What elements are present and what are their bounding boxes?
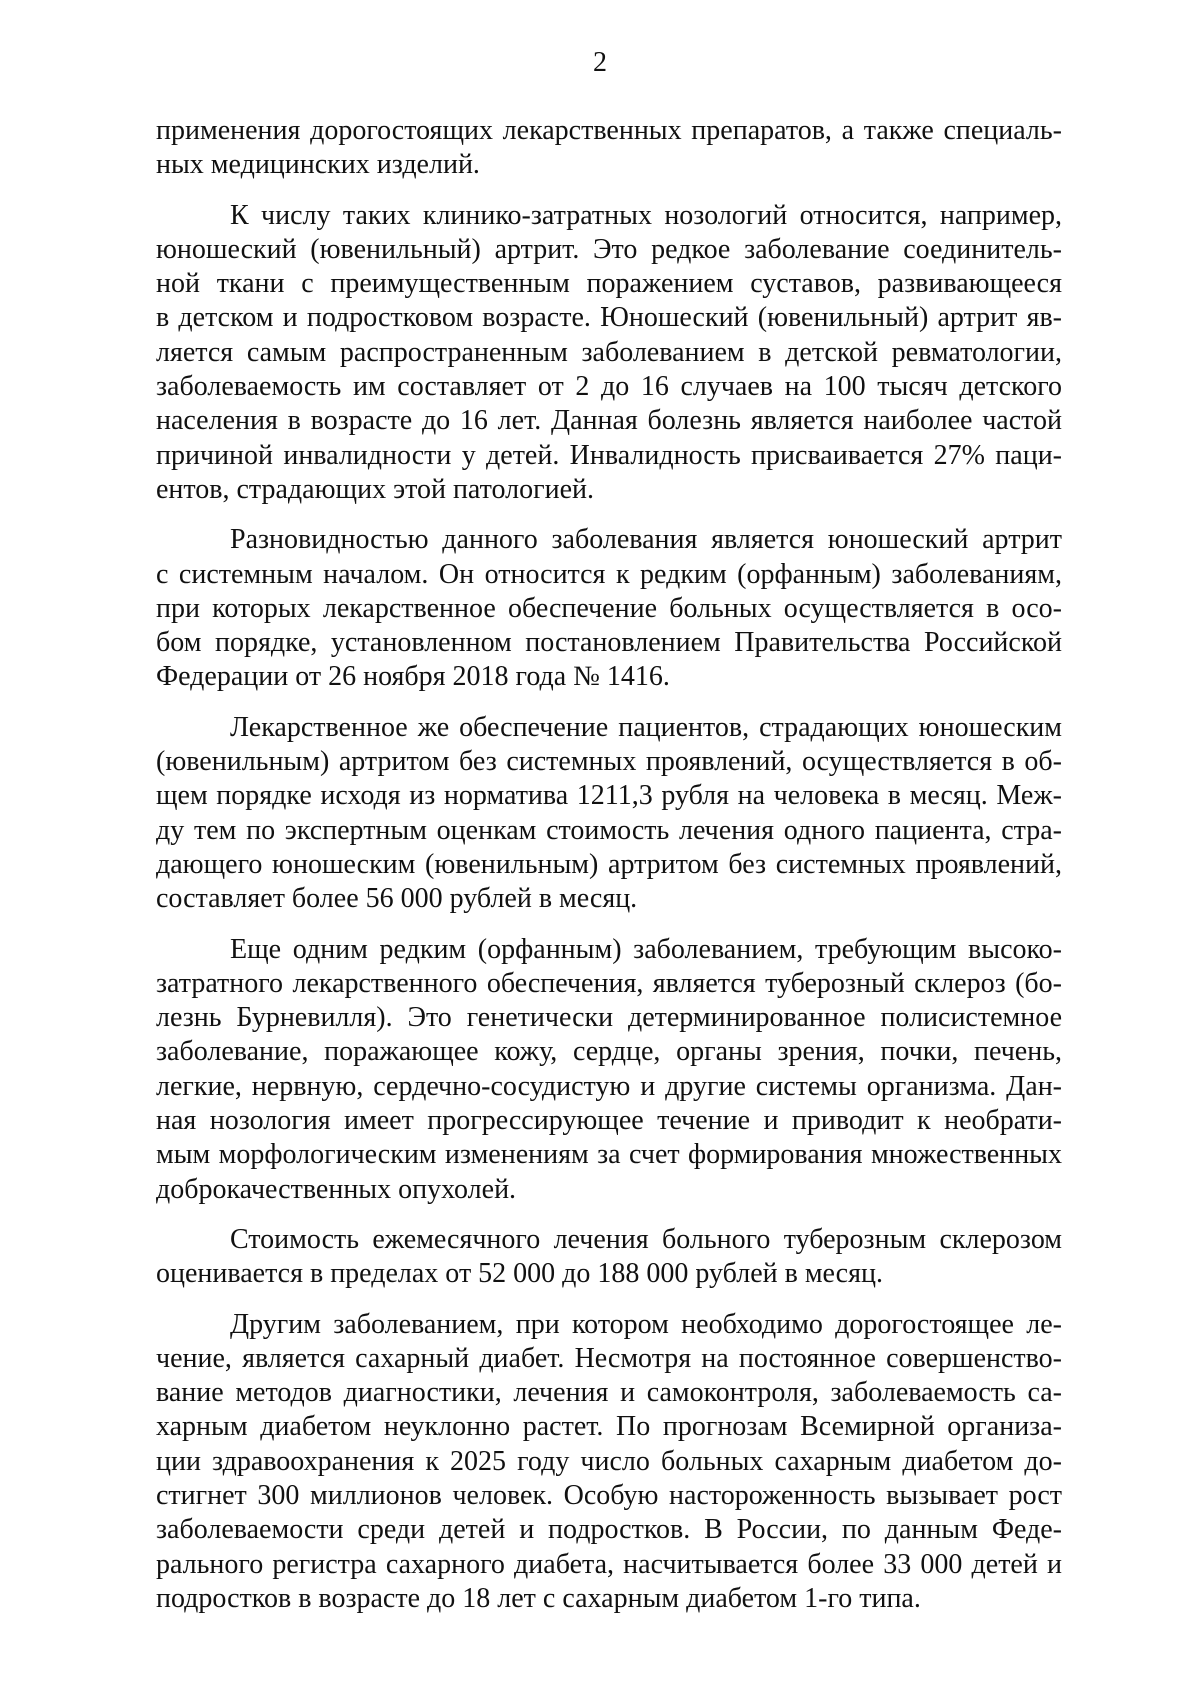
text-line: Лекарственное же обеспечение пациентов, страдающих юношеским (230, 711, 1062, 743)
paragraph-7 (156, 1308, 1062, 1617)
paragraph-3 (156, 523, 1062, 694)
text-line: при которых лекарственное обеспечение больных осуществляется в осо- (156, 592, 1062, 624)
text-line: Другим заболеванием, при котором необходимо дорогостоящее ле- (230, 1308, 1062, 1340)
paragraph-1 (156, 114, 1062, 183)
text-line: ентов, страдающих этой патологией. (156, 473, 594, 505)
text-line: ной ткани с преимущественным поражением суставов, развивающееся (156, 268, 1062, 300)
text-line: лезнь Бурневилля). Это генетически детерминированное полисистемное (156, 1002, 1062, 1034)
text-line: ляется самым распространенным заболеванием в детской ревматологии, (156, 336, 1062, 368)
text-line: (ювенильным) артритом без системных проявлений, осуществляется в об- (156, 746, 1062, 778)
text-line: применения дорогостоящих лекарственных препаратов, а также специаль- (156, 115, 1062, 146)
text-line: составляет более 56 000 рублей в месяц. (156, 883, 638, 915)
text-line: ду тем по экспертным оценкам стоимость лечения одного пациента, стра- (156, 814, 1062, 846)
text-line: чение, является сахарный диабет. Несмотря на постоянное совершенство- (156, 1342, 1062, 1374)
text-line: с системным началом. Он относится к редким (орфанным) заболеваниям, (156, 558, 1062, 590)
text-line: доброкачественных опухолей. (156, 1173, 517, 1205)
page-number: 2 (593, 47, 607, 78)
text-line: ции здравоохранения к 2025 году число больных сахарным диабетом до- (156, 1445, 1062, 1477)
text-line: подростков в возрасте до 18 лет с сахарным диабетом 1-го типа. (156, 1582, 921, 1614)
text-line: легкие, нервную, сердечно-сосудистую и другие системы организма. Дан- (156, 1070, 1062, 1102)
text-line: Стоимость ежемесячного лечения больного туберозным склерозом (230, 1223, 1062, 1255)
text-line: в детском и подростковом возрасте. Юношеский (ювенильный) артрит яв- (156, 302, 1062, 334)
text-line: харным диабетом неуклонно растет. По прогнозам Всемирной организа- (156, 1411, 1062, 1443)
text-line: щем порядке исходя из норматива 1211,3 рубля на человека в месяц. Меж- (156, 780, 1062, 812)
paragraph-2 (156, 199, 1062, 508)
paragraph-4 (156, 711, 1062, 917)
text-line: бом порядке, установленном постановлением Правительства Российской (156, 627, 1062, 659)
text-line: населения в возрасте до 16 лет. Данная болезнь является наиболее частой (156, 405, 1062, 437)
text-line: мым морфологическим изменениям за счет формирования множественных (156, 1139, 1062, 1171)
text-line: рального регистра сахарного диабета, насчитывается более 33 000 детей и (156, 1548, 1062, 1580)
text-line: оценивается в пределах от 52 000 до 188 000 рублей в месяц. (156, 1258, 883, 1290)
text-line: причиной инвалидности у детей. Инвалидность присваивается 27% паци- (156, 439, 1062, 471)
paragraph-6 (156, 1223, 1062, 1292)
text-line: К числу таких клинико-затратных нозологий относится, например, (230, 199, 1062, 231)
text-line: заболеваемости среди детей и подростков. В России, по данным Феде- (156, 1514, 1062, 1546)
text-line: заболеваемость им составляет от 2 до 16 случаев на 100 тысяч детского (156, 371, 1062, 403)
text-line: юношеский (ювенильный) артрит. Это редкое заболевание соединитель- (156, 233, 1062, 265)
text-line: стигнет 300 миллионов человек. Особую настороженность вызывает рост (156, 1479, 1062, 1511)
text-line: вание методов диагностики, лечения и самоконтроля, заболеваемость са- (156, 1377, 1062, 1409)
text-line: Еще одним редким (орфанным) заболеванием, требующим высоко- (230, 933, 1062, 965)
text-line: затратного лекарственного обеспечения, является туберозный склероз (бо- (156, 967, 1062, 999)
text-line: Федерации от 26 ноября 2018 года № 1416. (156, 661, 670, 693)
text-line: ных медицинских изделий. (156, 149, 480, 181)
text-line: дающего юношеским (ювенильным) артритом без системных проявлений, (156, 848, 1062, 880)
document-body (156, 114, 1062, 1632)
text-line: ная нозология имеет прогрессирующее течение и приводит к необрати- (156, 1105, 1062, 1137)
text-line: заболевание, поражающее кожу, сердце, органы зрения, почки, печень, (156, 1036, 1062, 1068)
paragraph-5 (156, 933, 1062, 1207)
text-line: Разновидностью данного заболевания является юношеский артрит (230, 524, 1062, 556)
